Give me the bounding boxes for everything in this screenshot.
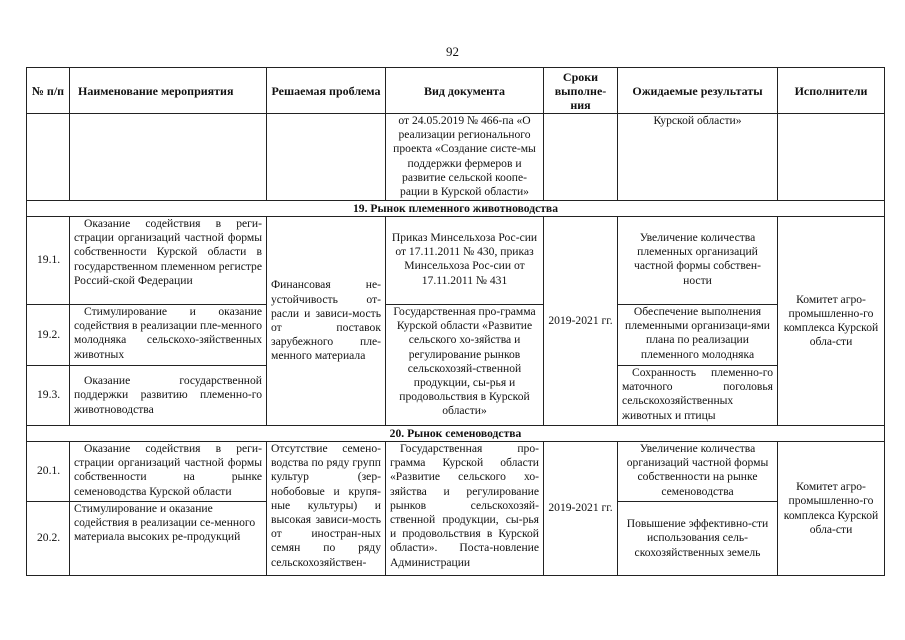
header-executors: Исполнители [778, 68, 885, 114]
continuation-row [27, 114, 885, 201]
cell-empty [27, 114, 70, 201]
terms-cell: 2019-2021 гг. [544, 217, 618, 426]
table-header-row [27, 68, 885, 114]
section-19-title: 19. Рынок племенного животноводства [27, 201, 885, 217]
header-results: Ожидаемые результаты [618, 68, 778, 114]
row-number: 20.2. [27, 502, 70, 576]
measures-table [26, 67, 885, 576]
problem-cell: Финансовая не-устойчивость от-расли и зависи-мость от поставок зарубежного пле-менного материала [267, 217, 386, 426]
section-heading [27, 426, 885, 442]
header-num: № п/п [27, 68, 70, 114]
table-row [27, 217, 885, 305]
header-name: Наименование мероприятия [70, 68, 267, 114]
results-cell: Обеспечение выполнения племенными организаци-ями плана по реализации племенного молодняка [618, 305, 778, 366]
problem-cell: Отсутствие семено-водства по ряду групп культур (зер-нобобовые и крупя-ные культуры) и высокая зависи-мость от иностран-ных семян по ряду сельскохозяйствен- [267, 442, 386, 576]
row-number: 19.1. [27, 217, 70, 305]
header-problem: Решаемая проблема [267, 68, 386, 114]
measure-name: Стимулирование и оказание содействия в реализации се-менного материала высоких ре-продукций [70, 502, 267, 576]
table-row [27, 305, 885, 366]
document-cell: Государственная про-грамма Курской области «Развитие сельского хо-зяйства и регулирование рынков сельскохозяй-ственной продукции, сы-рья и продовольствия в Курской области». Поста-новление Администрации [386, 442, 544, 576]
section-heading [27, 201, 885, 217]
document-cell: Приказ Минсельхоза Рос-сии от 17.11.2011 № 430, приказ Минсельхоза Рос-сии от 17.11.2011 № 431 [386, 217, 544, 305]
results-cell: Увеличение количества организаций частной формы собственности на рынке семеноводства [618, 442, 778, 502]
measure-name: Стимулирование и оказание содействия в реализации пле-менного молодняка сельскохо-зяйственных животных [70, 305, 267, 366]
row-number: 20.1. [27, 442, 70, 502]
section-20-title: 20. Рынок семеноводства [27, 426, 885, 442]
measure-name: Оказание государственной поддержки развитию племенно-го животноводства [70, 366, 267, 426]
executors-cell: Комитет агро-промышленно-го комплекса Курской обла-сти [778, 442, 885, 576]
measure-name: Оказание содействия в реги-страции организаций частной формы собственности Курской области в государственном племенном регистре Россий-ской Федерации [70, 217, 267, 305]
page-number: 92 [446, 44, 459, 59]
results-cell: Увеличение количества племенных организаций частной формы собствен-ности [618, 217, 778, 305]
continuation-doc: от 24.05.2019 № 466-па «О реализации регионального проекта «Создание систе-мы поддержки фермеров и развитие сельской коопе-рации в Курской области» [386, 114, 544, 201]
executors-cell: Комитет агро-промышленно-го комплекса Курской обла-сти [778, 217, 885, 426]
row-number: 19.3. [27, 366, 70, 426]
cell-empty [778, 114, 885, 201]
header-doc: Вид документа [386, 68, 544, 114]
cell-empty [544, 114, 618, 201]
results-cell: Сохранность племенно-го маточного поголовья сельскохозяйственных животных и птицы [618, 366, 778, 426]
cell-empty [267, 114, 386, 201]
cell-empty [70, 114, 267, 201]
terms-cell: 2019-2021 гг. [544, 442, 618, 576]
row-number: 19.2. [27, 305, 70, 366]
document-cell: Государственная про-грамма Курской области «Развитие сельского хо-зяйства и регулирование рынков сельскохозяй-ственной продукции, сы-рья и продовольствия в Курской области» [386, 305, 544, 426]
table-row [27, 442, 885, 502]
results-cell: Повышение эффективно-сти использования сель-скохозяйственных земель [618, 502, 778, 576]
measure-name: Оказание содействия в реги-страции организаций частной формы собственности на рынке семеноводства Курской области [70, 442, 267, 502]
continuation-results: Курской области» [618, 114, 778, 201]
header-terms: Сроки выполне-ния [544, 68, 618, 114]
